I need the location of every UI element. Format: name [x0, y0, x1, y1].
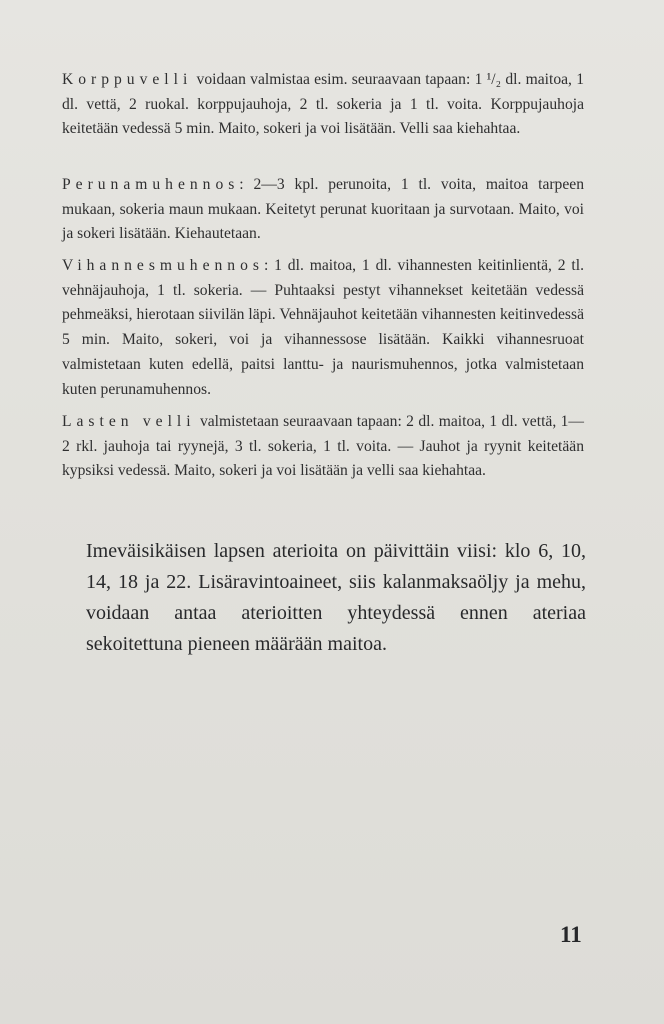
recipe-text: : 1 dl. maitoa, 1 dl. vihannesten keitinlientä, 2 tl. vehnäjauhoja, 1 tl. sokeria. — Puhtaaksi pestyt vihannekset keitetään vedessä pehmeäksi, hierotaan siivilän läpi. Vehnäjauhot keitetään vihannesten keitinvedessä 5 min. Maito, sokeri, voi ja vihannessose lisätään. Kaikki vihannesruoat valmistetaan kuten edellä, paitsi lanttu- ja naurismuhennos, jotka valmistetaan kuten perunamuhennos.	[62, 257, 584, 398]
recipe-text: valmistetaan seuraavaan tapaan: 2 dl. maitoa, 1 dl. vettä, 1—2 rkl. jauhoja tai ryynejä, 3 tl. sokeria, 1 tl. voita. — Jauhot ja ryynit keitetään kypsiksi vedessä. Maito, sokeri ja voi lisätään ja velli saa kiehahtaa.	[62, 413, 584, 480]
page-number: 11	[560, 922, 582, 947]
recipe-title: Vihannesmuhennos	[62, 257, 264, 274]
recipe-lasten-velli	[62, 410, 584, 484]
recipe-vihannesmuhennos	[62, 254, 584, 402]
recipe-perunamuhennos	[62, 173, 584, 247]
recipe-korppuvelli	[62, 68, 584, 142]
recipe-title: Lasten velli	[62, 413, 196, 430]
recipe-title: Perunamuhennos	[62, 176, 240, 193]
infant-meal-note: Imeväisikäisen lapsen aterioita on päivittäin viisi: klo 6, 10, 14, 18 ja 22. Lisäravintoaineet, siis kalanmaksaöljy ja mehu, voidaan antaa aterioitten yhteydessä ennen ateriaa sekoitettuna pieneen määrään maitoa.	[86, 540, 586, 655]
recipe-text: voidaan valmistaa esim. seuraavaan tapaan: 1 ¹/₂ dl. maitoa, 1 dl. vettä, 2 ruokal. korppujauhoja, 2 tl. sokeria ja 1 tl. voita. Korppujauhoja keitetään vedessä 5 min. Maito, sokeri ja voi lisätään. Velli saa kiehahtaa.	[62, 71, 584, 138]
recipe-title: Korppuvelli	[62, 71, 193, 88]
recipe-text: : 2—3 kpl. perunoita, 1 tl. voita, maitoa tarpeen mukaan, sokeria maun mukaan. Keitetyt perunat kuoritaan ja survotaan. Maito, voi ja sokeri lisätään. Kiehautetaan.	[62, 176, 584, 243]
